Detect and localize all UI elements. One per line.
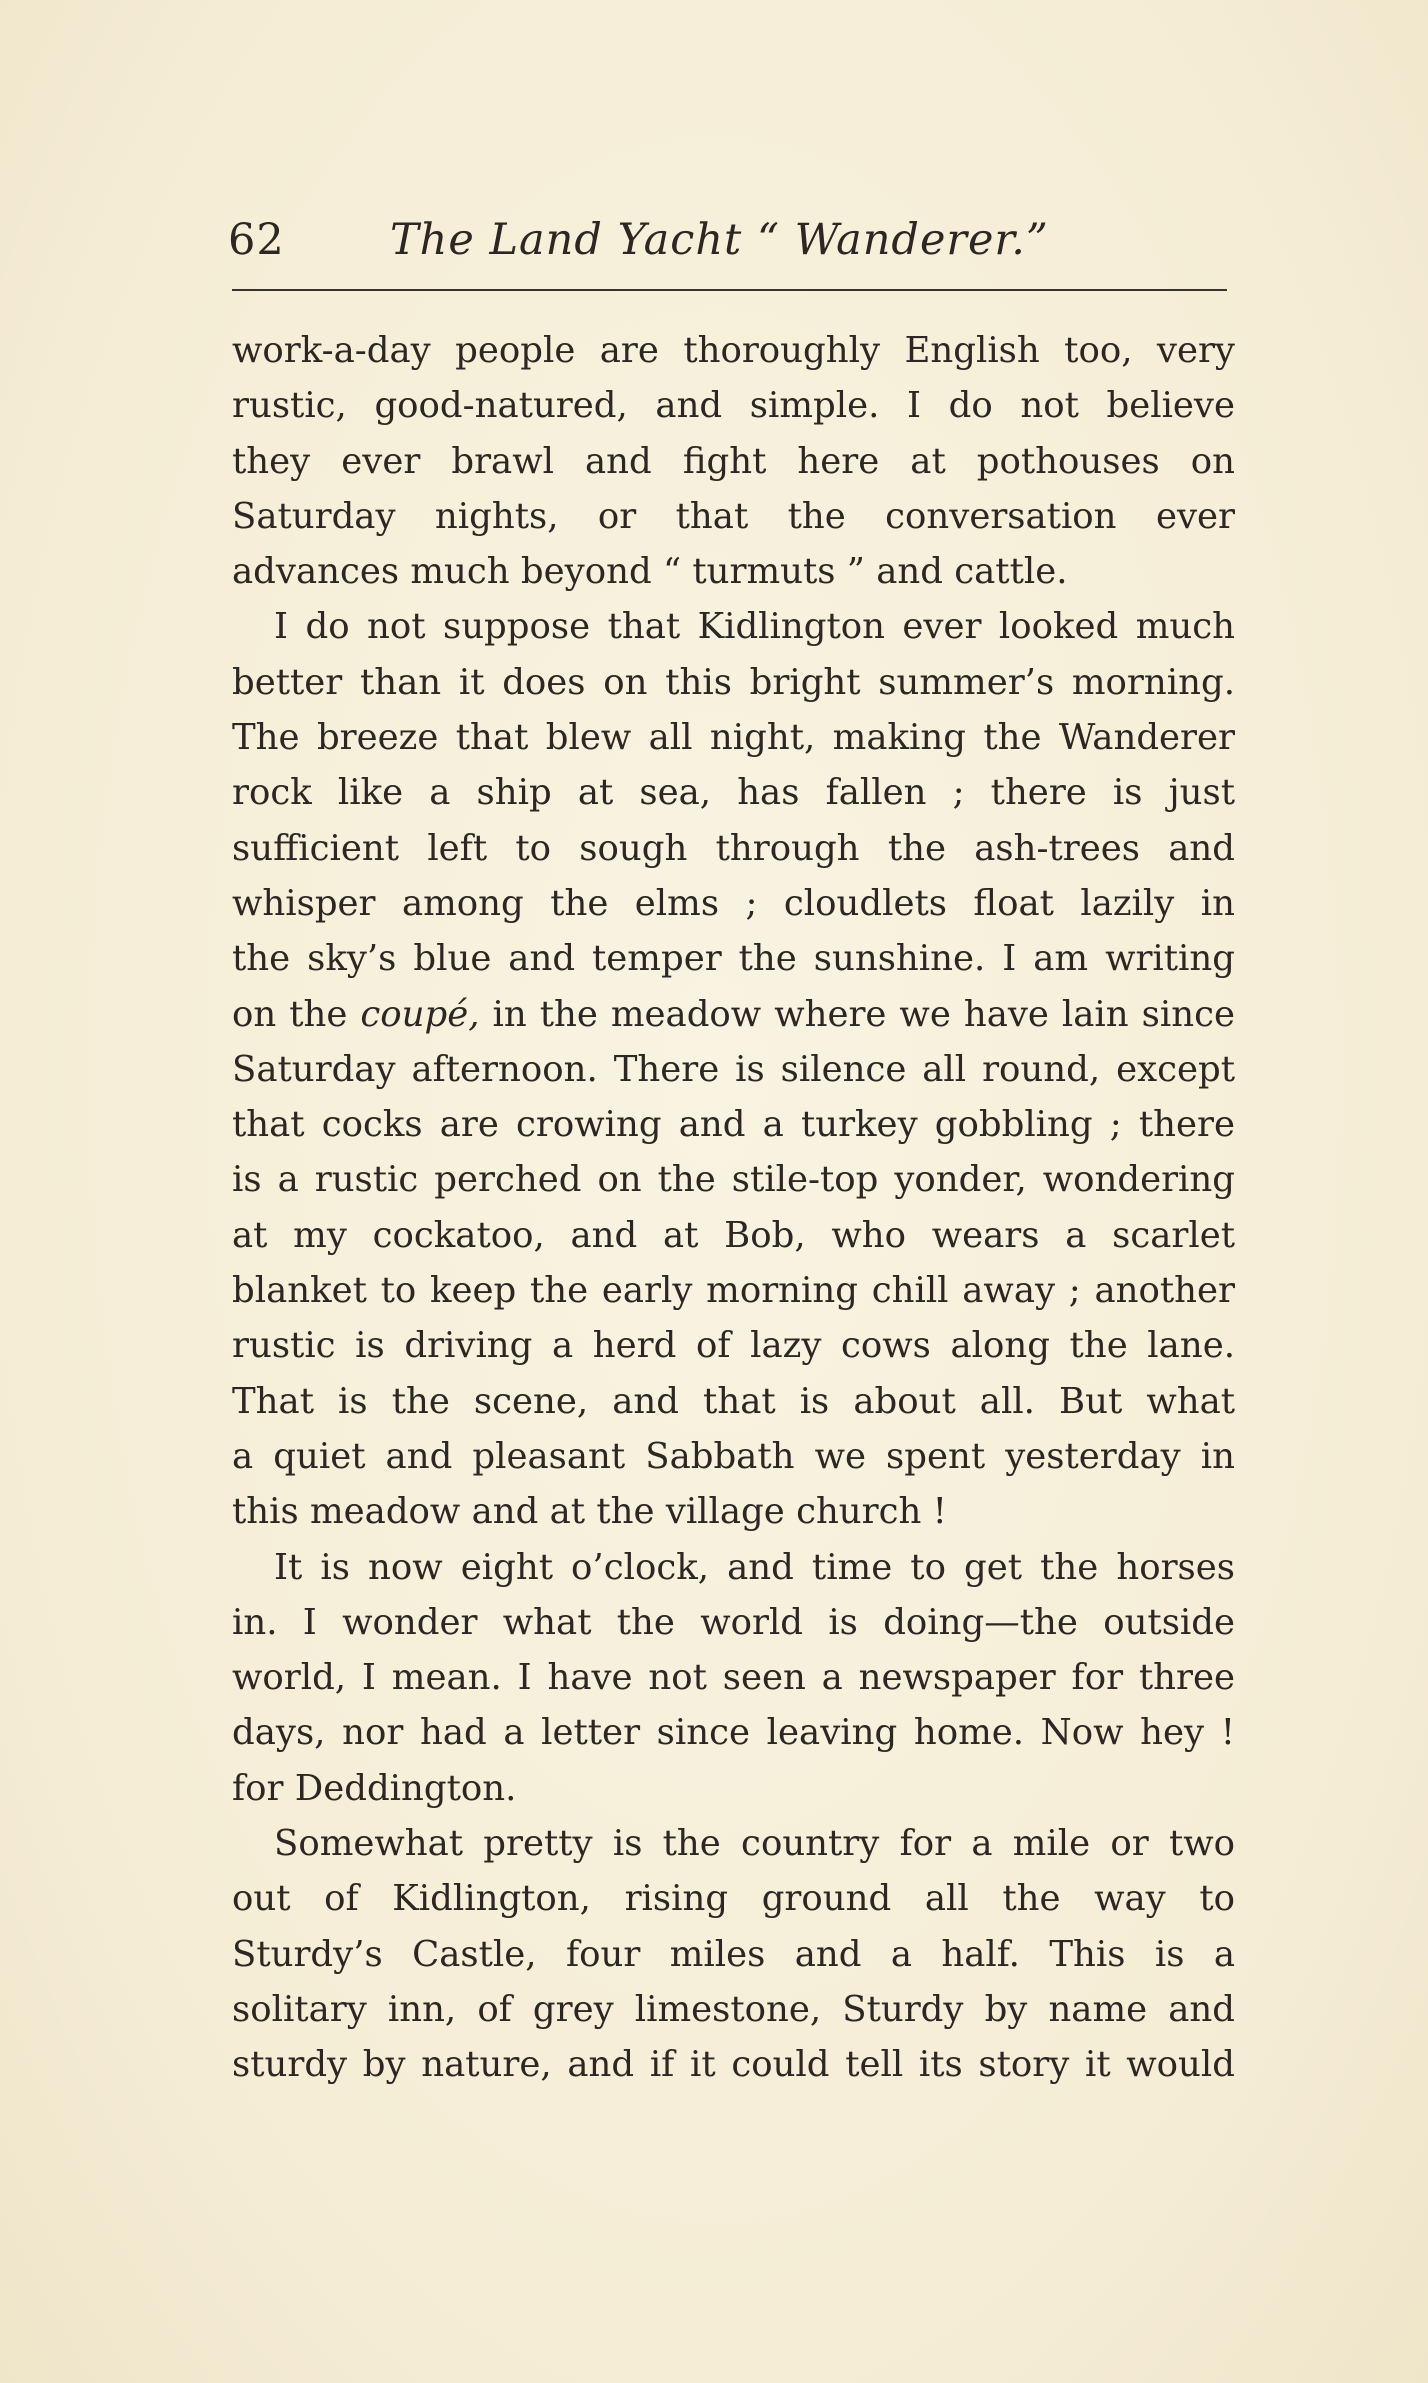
text-line: Sturdy’s Castle, four miles and a half. This is a (232, 1933, 1235, 1975)
text-line: that cocks are crowing and a turkey gobbling ; there (232, 1104, 1235, 1146)
text-line: rustic, good-natured, and simple. I do not believe (232, 385, 1235, 427)
text-line: they ever brawl and fight here at pothouses on (232, 440, 1235, 482)
text-line: better than it does on this bright summer’s morning. (232, 661, 1235, 703)
text-line: blanket to keep the early morning chill away ; another (232, 1270, 1235, 1312)
header-rule (232, 289, 1227, 291)
body-text (232, 323, 1235, 2093)
page-number: 62 (228, 215, 285, 265)
text-line: on the coupé, in the meadow where we have lain since (232, 993, 1235, 1035)
text-line: for Deddington. (232, 1767, 517, 1809)
text-line: is a rustic perched on the stile-top yonder, wondering (232, 1159, 1235, 1201)
text-line: I do not suppose that Kidlington ever looked much (274, 606, 1235, 648)
text-line: sufficient left to sough through the ash-trees and (232, 827, 1235, 869)
text-line: sturdy by nature, and if it could tell its story it would (232, 2044, 1235, 2086)
text-line: days, nor had a letter since leaving home. Now hey ! (232, 1712, 1235, 1754)
page-header (228, 205, 1234, 275)
text-line: Saturday afternoon. There is silence all round, except (232, 1048, 1235, 1090)
text-line: solitary inn, of grey limestone, Sturdy by name and (232, 1988, 1235, 2030)
text-line: whisper among the elms ; cloudlets float lazily in (232, 882, 1235, 924)
text-line: That is the scene, and that is about all. But what (232, 1380, 1235, 1422)
text-line: rock like a ship at sea, has fallen ; there is just (232, 772, 1235, 814)
text-line: work-a-day people are thoroughly English too, very (232, 330, 1235, 371)
text-line: the sky’s blue and temper the sunshine. I am writing (232, 938, 1235, 980)
text-line: world, I mean. I have not seen a newspaper for three (232, 1657, 1235, 1699)
text-line: at my cockatoo, and at Bob, who wears a scarlet (232, 1214, 1235, 1256)
italic-word: coupé, (360, 993, 480, 1035)
text-line: this meadow and at the village church ! (232, 1491, 947, 1533)
text-line: out of Kidlington, rising ground all the way to (232, 1878, 1235, 1920)
text-line: Saturday nights, or that the conversation ever (232, 495, 1235, 537)
text-line: The breeze that blew all night, making the Wanderer (232, 717, 1235, 759)
text-line: It is now eight o’clock, and time to get the horses (274, 1546, 1235, 1588)
text-line: Somewhat pretty is the country for a mile or two (274, 1823, 1235, 1865)
running-title: The Land Yacht “ Wanderer.” (390, 215, 1049, 265)
text-line: advances much beyond “ turmuts ” and cattle. (232, 551, 1068, 593)
text-line: in. I wonder what the world is doing—the outside (232, 1601, 1235, 1643)
text-line: a quiet and pleasant Sabbath we spent yesterday in (232, 1435, 1235, 1477)
text-line: rustic is driving a herd of lazy cows along the lane. (232, 1325, 1235, 1367)
